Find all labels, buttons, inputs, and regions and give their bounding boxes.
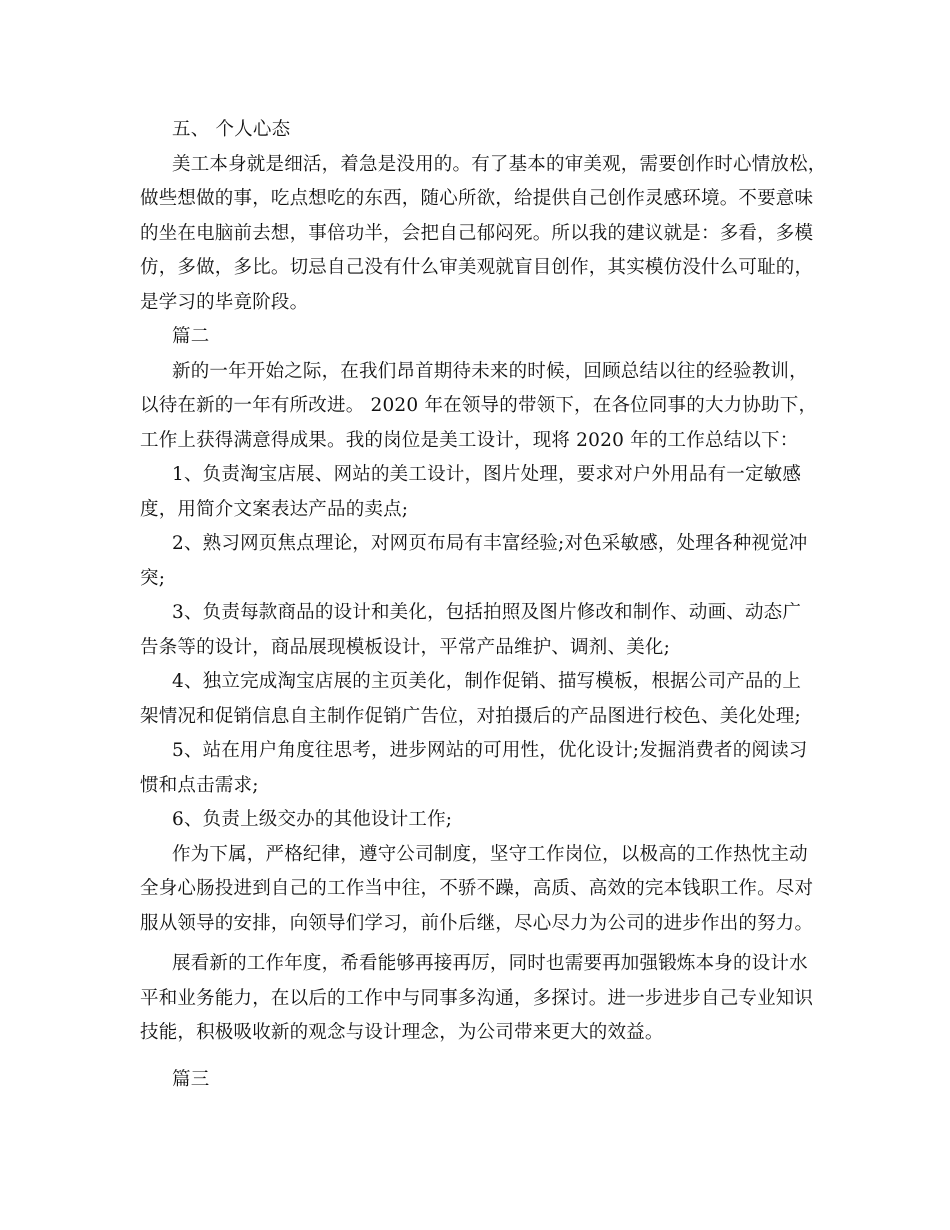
paragraph-line: 仿，多做，多比。切忌自己没有什么审美观就盲目创作，其实模仿没什么可耻的， — [140, 257, 814, 278]
paragraph-line: 平和业务能力，在以后的工作中与同事多沟通，多探讨。进一步进步自己专业知识 — [140, 987, 814, 1009]
paragraph-line: 全身心肠投进到自己的工作当中往，不骄不躁，高质、高效的完本钱职工作。尽对 — [140, 878, 814, 899]
list-item-line: 4、独立完成淘宝店展的主页美化，制作促销、描写模板，根据公司产品的上 — [172, 671, 802, 692]
list-item-line: 告条等的设计，商品展现模板设计，平常产品维护、调剂、美化; — [140, 636, 671, 658]
paragraph-line: 美工本身就是细活，着急是没用的。有了基本的审美观，需要创作时心情放松， — [172, 153, 827, 175]
section-heading: 篇三 — [172, 1068, 210, 1090]
document-body — [140, 113, 840, 1097]
list-item-line: 度，用简介文案表达产品的卖点; — [140, 498, 409, 520]
paragraph-line: 展看新的工作年度，希看能够再接再厉，同时也需要再加强锻炼本身的设计水 — [172, 953, 808, 974]
paragraph-line: 新的一年开始之际，在我们昂首期待未来的时候，回顾总结以往的经验教训， — [172, 360, 808, 382]
paragraph-line: 服从领导的安排，向领导们学习，前仆后继，尽心尽力为公司的进步作出的努力。 — [140, 912, 814, 934]
list-item-line: 惯和点击需求; — [140, 774, 259, 796]
paragraph-line: 技能，积极吸收新的观念与设计理念，为公司带来更大的效益。 — [140, 1022, 664, 1043]
list-item-line: 6、负责上级交办的其他设计工作; — [172, 809, 453, 830]
paragraph-line: 作为下属，严格纪律，遵守公司制度，坚守工作岗位，以极高的工作热忱主动 — [172, 843, 808, 865]
paragraph-line: 工作上获得满意得成果。我的岗位是美工设计，现将 2020 年的工作总结以下： — [140, 429, 799, 451]
paragraph-line: 的坐在电脑前去想，事倍功半，会把自己郁闷死。所以我的建议就是：多看，多模 — [140, 222, 814, 244]
list-item-line: 3、负责每款商品的设计和美化，包括拍照及图片修改和制作、动画、动态广 — [172, 602, 802, 623]
paragraph-line: 做些想做的事，吃点想吃的东西，随心所欲，给提供自己创作灵感环境。不要意味 — [140, 188, 814, 209]
list-item-line: 突; — [140, 567, 166, 589]
section-heading: 五、 个人心态 — [172, 119, 291, 140]
list-item-line: 架情况和促销信息自主制作促销广告位，对拍摄后的产品图进行校色、美化处理; — [140, 705, 801, 727]
list-item-line: 1、负责淘宝店展、网站的美工设计，图片处理，要求对户外用品有一定敏感 — [172, 464, 802, 485]
paragraph-line: 是学习的毕竟阶段。 — [140, 291, 309, 313]
paragraph-line: 以待在新的一年有所改进。 2020 年在领导的带领下，在各位同事的大力协助下， — [140, 395, 818, 416]
section-heading: 篇二 — [172, 326, 210, 347]
list-item-line: 5、站在用户角度往思考，进步网站的可用性，优化设计;发掘消费者的阅读习 — [172, 740, 808, 761]
list-item-line: 2、熟习网页焦点理论，对网页布局有丰富经验;对色采敏感，处理各种视觉冲 — [172, 533, 808, 554]
